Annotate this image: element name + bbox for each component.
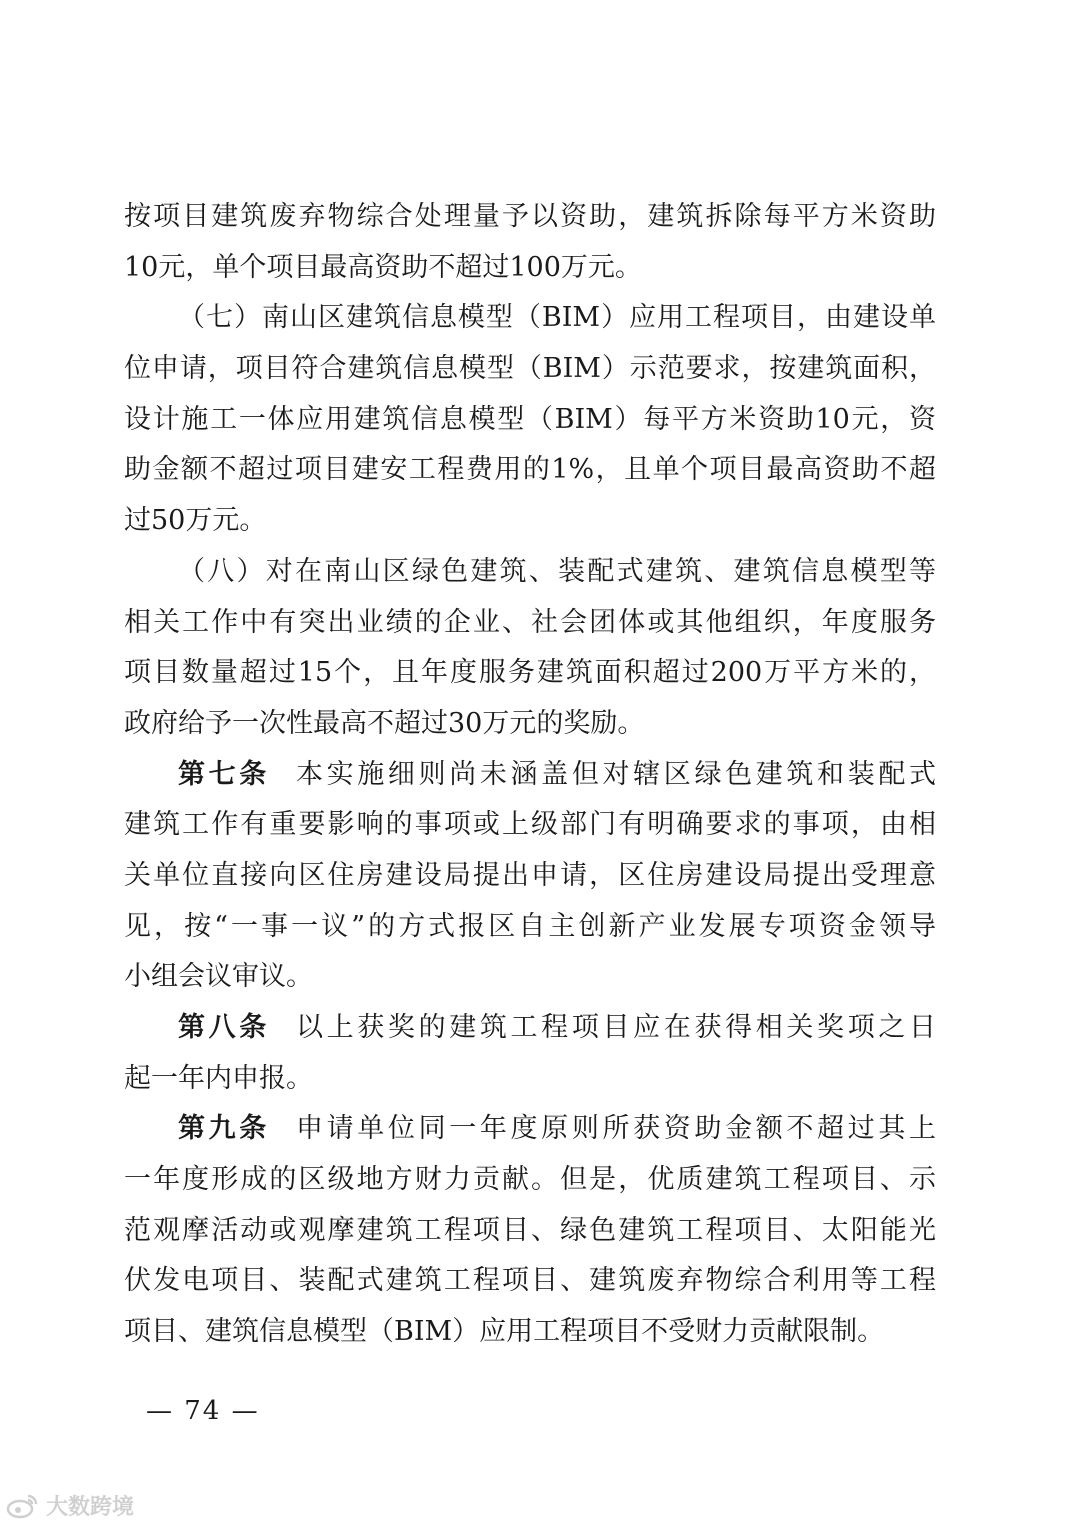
article-eight xyxy=(124,1003,936,1104)
text-line: 建筑工作有重要影响的事项或上级部门有明确要求的事项，由相 xyxy=(124,809,936,841)
article-seven xyxy=(124,750,936,1003)
weibo-logo-icon xyxy=(6,1492,40,1520)
text-line: 位申请，项目符合建筑信息模型（BIM）示范要求，按建筑面积， xyxy=(124,353,936,385)
text-line: 关单位直接向区住房建设局提出申请，区住房建设局提出受理意 xyxy=(124,859,936,891)
article-nine xyxy=(124,1104,936,1357)
text-line: 范观摩活动或观摩建筑工程项目、绿色建筑工程项目、太阳能光 xyxy=(124,1214,936,1246)
text-line: 起一年内申报。 xyxy=(124,1062,313,1094)
article-heading: 第九条 xyxy=(178,1113,270,1145)
text-line: 设计施工一体应用建筑信息模型（BIM）每平方米资助10元，资 xyxy=(124,403,936,435)
article-text: 本实施细则尚未涵盖但对辖区绿色建筑和装配式 xyxy=(295,758,936,790)
text-line: 伏发电项目、装配式建筑工程项目、建筑废弃物综合利用等工程 xyxy=(124,1265,936,1297)
text-line xyxy=(124,1104,936,1155)
paragraph xyxy=(124,547,936,750)
text-line: 按项目建筑废弃物综合处理量予以资助，建筑拆除每平方米资助 xyxy=(124,201,936,232)
text-line: 10元，单个项目最高资助不超过100万元。 xyxy=(124,251,642,283)
text-line xyxy=(124,750,936,801)
text-line: 项目、建筑信息模型（BIM）应用工程项目不受财力贡献限制。 xyxy=(124,1316,885,1348)
watermark-text: 大数跨境 xyxy=(46,1495,135,1520)
text-line: 助金额不超过项目建安工程费用的1%，且单个项目最高资助不超 xyxy=(124,454,936,486)
article-heading: 第八条 xyxy=(178,1012,270,1043)
text-line: 项目数量超过15个，且年度服务建筑面积超过200万平方米的， xyxy=(124,657,936,689)
text-line: （八）对在南山区绿色建筑、装配式建筑、建筑信息模型等 xyxy=(178,555,936,587)
text-line: 政府给予一次性最高不超过30万元的奖励。 xyxy=(124,707,645,739)
article-heading: 第七条 xyxy=(178,758,270,790)
page-number: — 74 — xyxy=(146,1396,260,1426)
text-line: （七）南山区建筑信息模型（BIM）应用工程项目，由建设单 xyxy=(178,302,936,334)
text-line: 小组会议审议。 xyxy=(124,961,313,993)
text-line: 一年度形成的区级地方财力贡献。但是，优质建筑工程项目、示 xyxy=(124,1164,936,1196)
document-body xyxy=(124,192,936,1358)
text-line: 过50万元。 xyxy=(124,505,267,537)
text-line: 见，按“一事一议”的方式报区自主创新产业发展专项资金领导 xyxy=(124,910,936,942)
watermark xyxy=(6,1490,134,1521)
paragraph xyxy=(124,293,936,546)
article-text: 以上获奖的建筑工程项目应在获得相关奖项之日 xyxy=(295,1012,936,1043)
text-line xyxy=(124,1003,936,1054)
paragraph xyxy=(124,192,936,293)
article-text: 申请单位同一年度原则所获资助金额不超过其上 xyxy=(295,1113,936,1145)
text-line: 相关工作中有突出业绩的企业、社会团体或其他组织，年度服务 xyxy=(124,606,936,638)
